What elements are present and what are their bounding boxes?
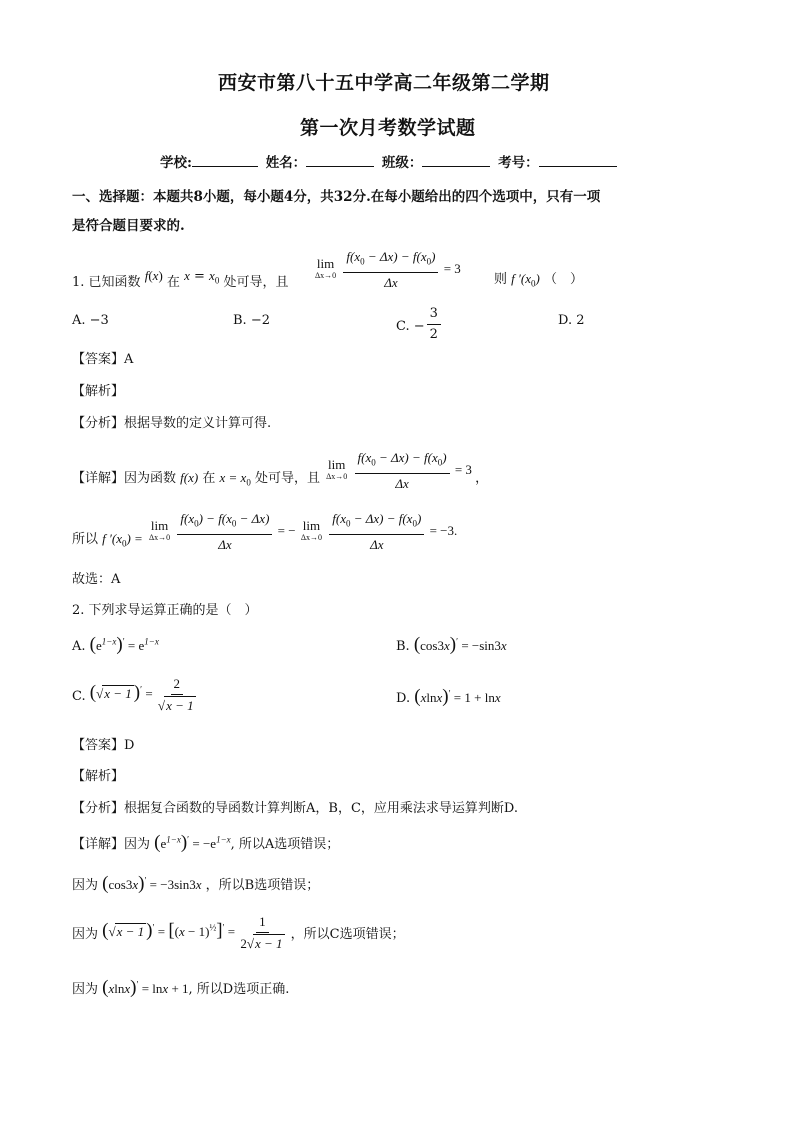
number-blank[interactable] <box>539 152 617 167</box>
school-blank[interactable] <box>192 152 258 167</box>
q2-detail-d: 因为 (xlnx)′ = lnx + 1, 所以D选项正确. <box>72 977 290 998</box>
q2-analysis: 【分析】根据复合函数的导函数计算判断A，B，C，应用乘法求导运算判断D. <box>72 801 518 816</box>
section-intro-line1: 一、选择题：本题共8小题，每小题4分，共32分.在每小题给出的四个选项中，只有一项 <box>72 189 601 205</box>
q2-detail-c: 因为 (√x − 1 )$' = [(x - 1)^{\frac{1}{2}}]'$ = $\frac{1}{2√x - 1}$ ，所以C选项错误； <box>72 914 405 951</box>
q1-option-c[interactable]: C. − $\frac{3}{2}$ <box>396 305 443 344</box>
q1-option-d[interactable]: D. 2 <box>558 313 585 328</box>
q1-stem: 1. 已知函数 f(x) 在 $x = x_0$ 处可导，且 <box>72 268 289 290</box>
number-label: 考号： <box>498 155 539 171</box>
section-intro-line2: 是符合题目要求的. <box>72 218 185 234</box>
q2-option-c[interactable]: C. (√x − 1 )′ = $\frac{2}{√x - 1}$ <box>72 676 194 713</box>
name-label: 姓名： <box>265 155 307 171</box>
school-label: 学校: <box>160 155 192 171</box>
q1-end: 故选：A <box>72 572 121 587</box>
q1-then: 则 f $'(x_0)$ （ ） <box>494 271 583 289</box>
q1-detail: 【详解】因为函数 f(x) 在 $x = x_0$ 处可导，且 lim Δx→0 $\frac{f(x_0 - \Delta x) - f(x_0)}{\Delta x}$ = 3 ， <box>72 450 489 491</box>
school-title: 西安市第八十五中学高二年级第二学期 <box>218 72 550 94</box>
class-label: 班级： <box>381 155 423 171</box>
q2-analysis-head: 【解析】 <box>72 769 125 784</box>
q2-option-b[interactable]: B. (cos3x)′ = −sin3x <box>396 634 507 655</box>
info-fields <box>160 151 617 171</box>
q1-option-a[interactable]: A. −3 <box>72 313 109 328</box>
name-blank[interactable] <box>306 152 374 167</box>
q2-detail-b: 因为 (cos3x)′ = −3sin3x ，所以B选项错误； <box>72 873 320 894</box>
q2-option-d[interactable]: D. (xlnx)′ = 1 + lnx <box>396 686 501 707</box>
q2-stem: 2. 下列求导运算正确的是（ ） <box>72 603 258 618</box>
q1-answer: 【答案】A <box>72 352 134 367</box>
q2-option-a[interactable]: A. $(e^{1-x})' = e^{1-x}$ <box>72 634 159 655</box>
q2-answer: 【答案】D <box>72 738 135 753</box>
q1-analysis-head: 【解析】 <box>72 384 125 399</box>
q1-limit-expr: lim Δx→0 $\frac{f(x_0 - \Delta x) - f(x_0)}{\Delta x}$ = 3 <box>315 249 461 290</box>
q2-detail-a: 【详解】因为 $(e^{1-x})' = -e^{1-x}$, 所以A选项错误； <box>72 832 340 853</box>
q1-derivation: 所以 f $'(x_0)$ = lim Δx→0 $\frac{f(x_0) - f(x_0 - \Delta x)}{\Delta x}$ = − lim Δx→0 $\frac{f(x_0 - \Delta x) - f(x_0)}{\Delta x}$ = −3. <box>72 511 458 552</box>
q1-analysis: 【分析】根据导数的定义计算可得. <box>72 416 272 431</box>
exam-title: 第一次月考数学试题 <box>300 117 476 139</box>
class-blank[interactable] <box>422 152 490 167</box>
q1-option-b[interactable]: B. −2 <box>233 313 270 328</box>
